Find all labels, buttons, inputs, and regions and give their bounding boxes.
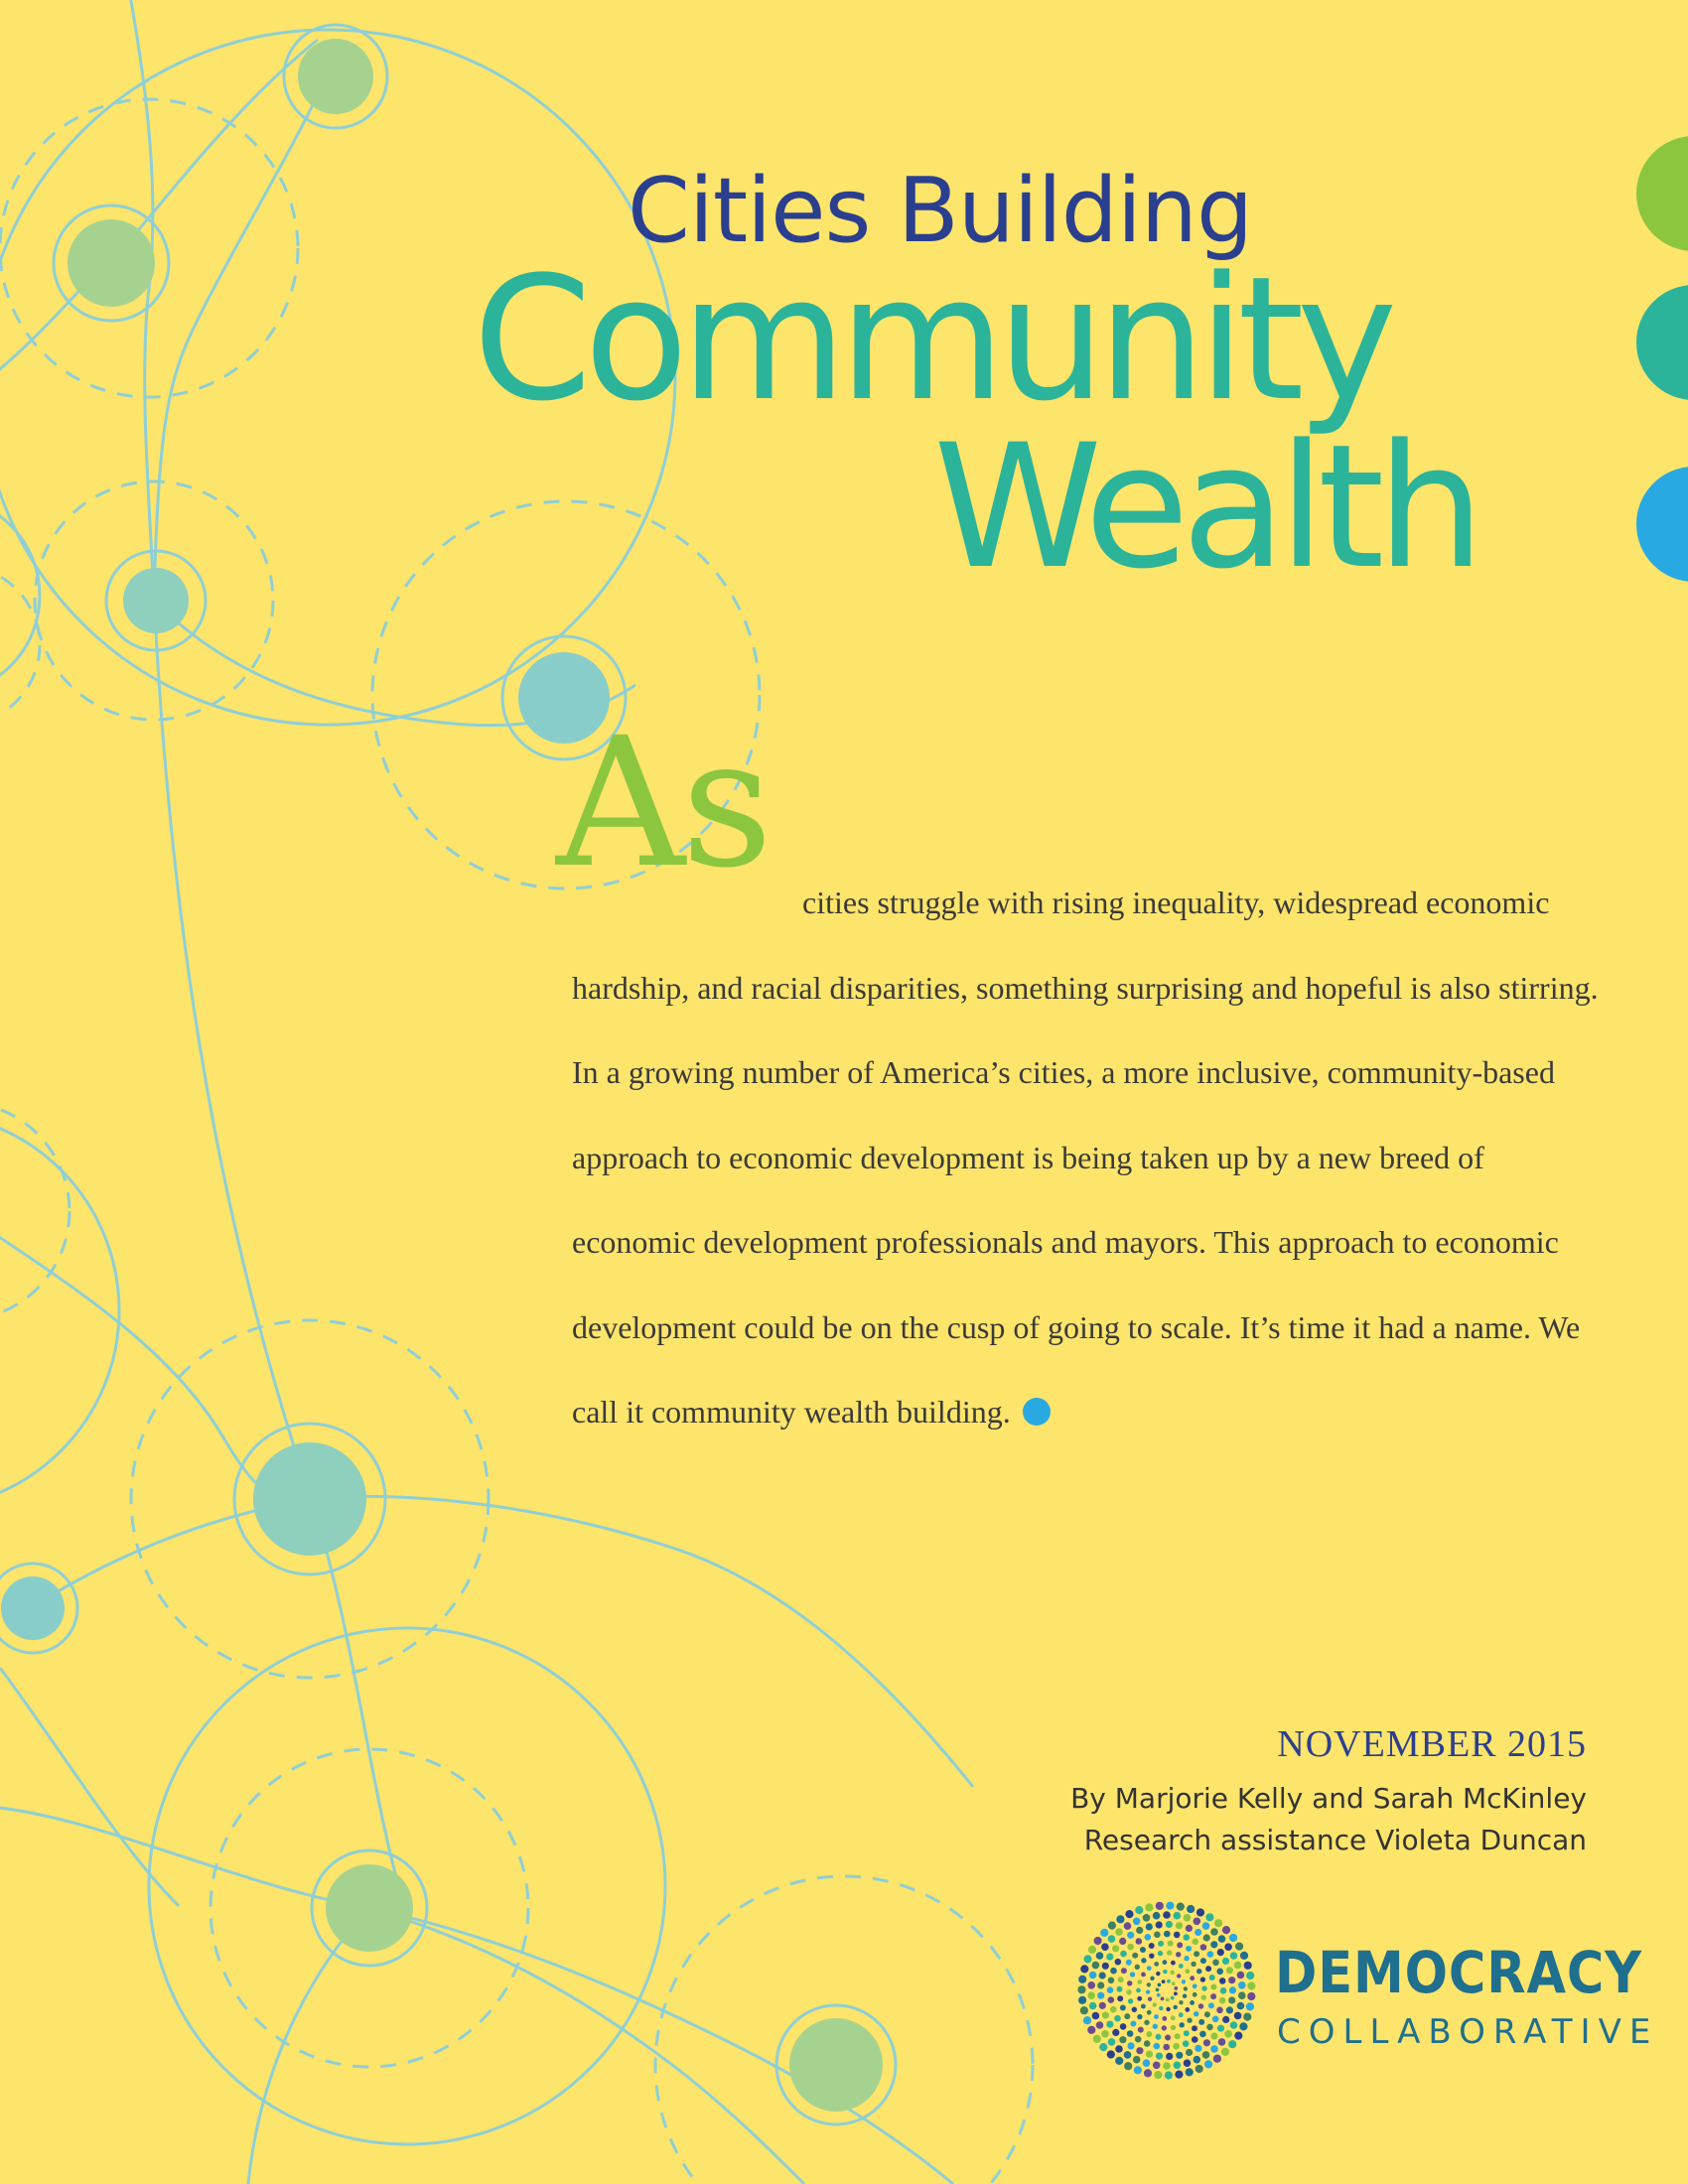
intro-text: cities struggle with rising inequality, widespread economic hardship, and racial disparities, something surprising and hopeful is also stirring. In a growing number of America’s cities, a more inclusive, community-based approach to economic development is being taken up by a new breed of economic development professionals and mayors. This approach to economic development could be on the cusp of going to scale. It’s time it had a name. We call it community wealth building. xyxy=(572,885,1599,1430)
title-line-1: Cities Building xyxy=(628,159,1253,263)
authors-line: By Marjorie Kelly and Sarah McKinley xyxy=(1070,1782,1587,1815)
research-assistance-line: Research assistance Violeta Duncan xyxy=(1083,1824,1587,1856)
title-line-3: Wealth xyxy=(933,407,1477,607)
logo-name: DEMOCRACY xyxy=(1275,1939,1643,2006)
title-line-2: Community xyxy=(473,239,1390,439)
drop-cap: As xyxy=(556,700,770,907)
logo-mark-icon xyxy=(1072,1896,1261,2085)
intro-paragraph xyxy=(572,861,1610,1455)
end-dot xyxy=(1023,1398,1051,1426)
logo-subtitle: COLLABORATIVE xyxy=(1277,2012,1659,2052)
publication-date: NOVEMBER 2015 xyxy=(1277,1723,1587,1765)
